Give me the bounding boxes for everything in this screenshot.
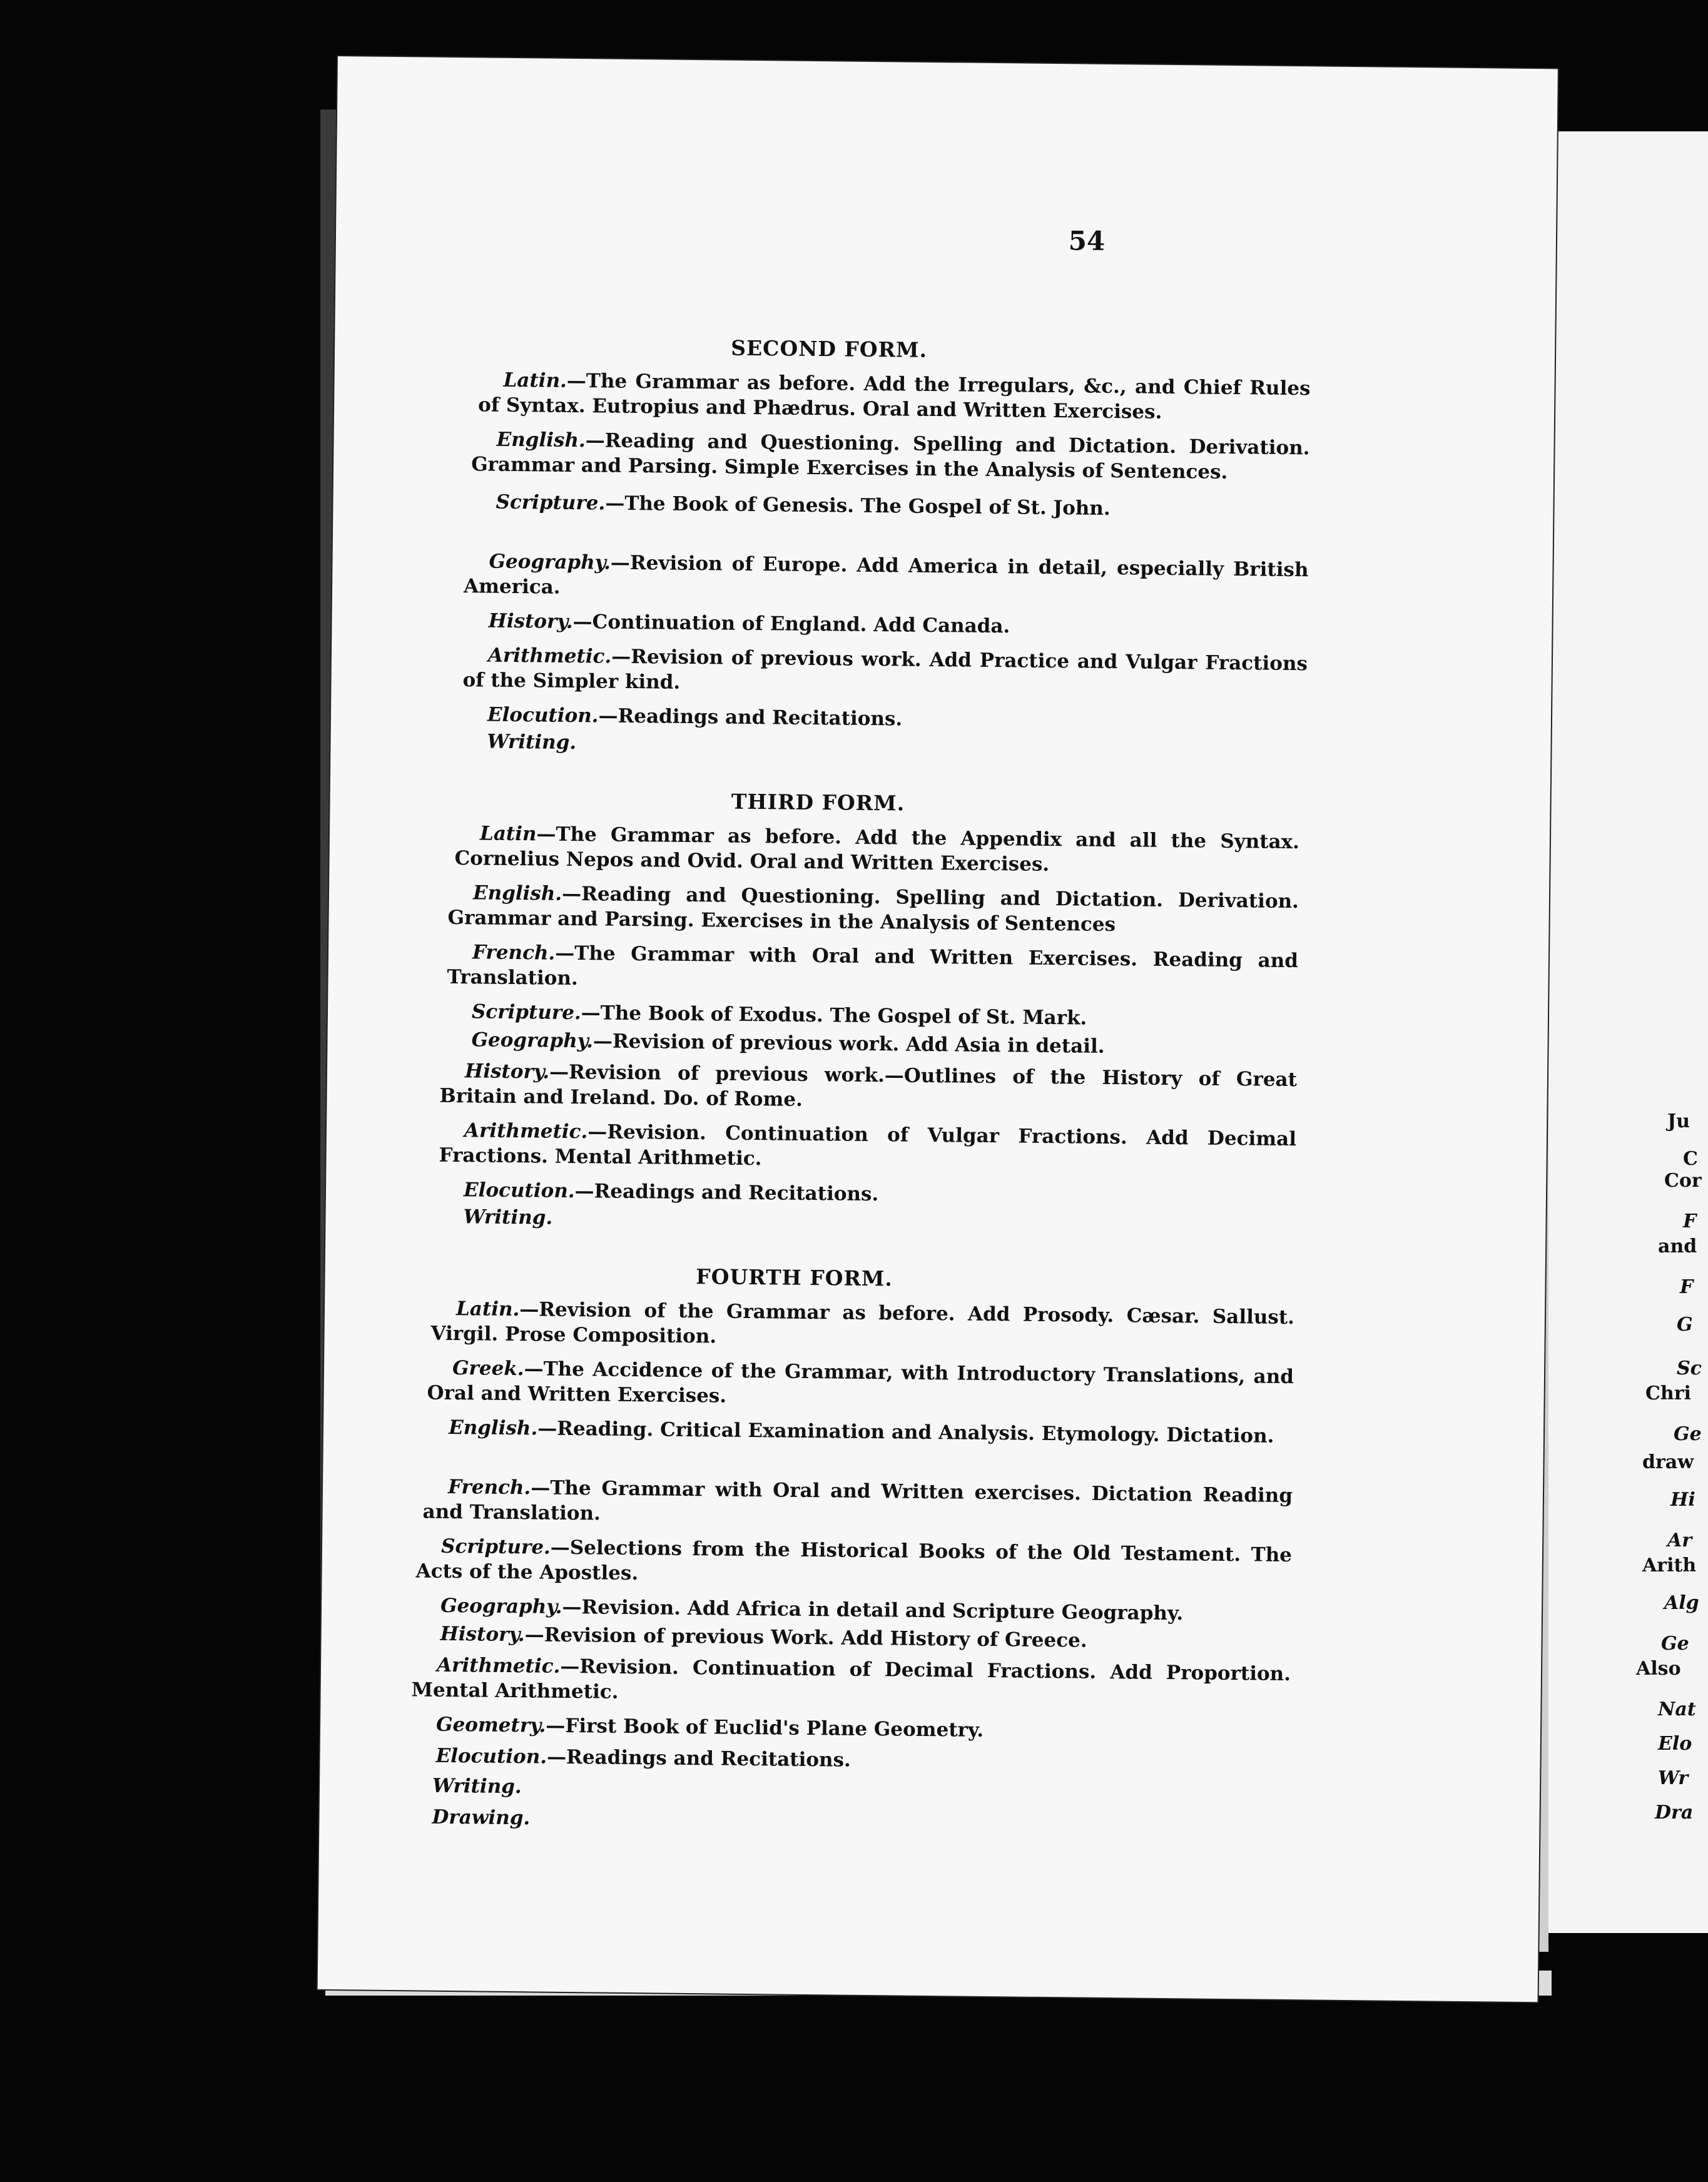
section-heading-third-form: THIRD FORM. [731,789,905,816]
section-heading-fourth-form: FOURTH FORM. [696,1264,893,1291]
entry-french: French.—The Grammar with Oral and Written exercises. Dictation Reading and Translation. [422,1475,1293,1525]
facing-fragment: Nat [1658,1698,1696,1720]
facing-fragment: Cor [1664,1170,1702,1192]
facing-fragment: Wr [1658,1767,1689,1789]
facing-fragment: Elo [1658,1733,1692,1755]
entry-latin: Latin.—Revision of the Grammar as before. Add Prosody. Cæsar. Sallust. Virgil. Prose Composition. [430,1297,1295,1348]
facing-fragment: G [1677,1314,1693,1336]
entry-geometry: Geometry.—First Book of Euclid's Plane Geometry. [435,1713,984,1742]
entry-arithmetic: Arithmetic.—Revision. Continuation of Vulgar Fractions. Add Decimal Fractions. Mental Arithmetic. [439,1119,1297,1170]
entry-writing: Writing. [487,730,577,754]
facing-fragment: Ar [1667,1530,1692,1551]
entry-french: French.—The Grammar with Oral and Written Exercises. Reading and Translation. [447,941,1299,990]
entry-scripture: Scripture.—The Book of Genesis. The Gospel of St. John. [496,490,1111,520]
entry-drawing: Drawing. [432,1805,531,1830]
entry-latin: Latin—The Grammar as before. Add the Appendix and all the Syntax. Cornelius Nepos and Ovid. Oral and Written Exercises. [454,822,1300,876]
facing-page [1545,131,1708,1933]
entry-elocution: Elocution.—Readings and Recitations. [435,1744,851,1772]
facing-fragment: Ge [1674,1423,1702,1445]
entry-arithmetic: Arithmetic.—Revision. Continuation of Decimal Fractions. Add Proportion. Mental Arithmetic. [411,1653,1291,1703]
facing-fragment: and [1658,1236,1697,1257]
facing-fragment: Dra [1655,1802,1694,1824]
facing-fragment: Also [1636,1658,1681,1680]
section-heading-second-form: SECOND FORM. [730,335,928,362]
facing-fragment: Alg [1664,1592,1699,1614]
entry-elocution: Elocution.—Readings and Recitations. [463,1179,879,1206]
entry-english: English.—Reading. Critical Examination and Analysis. Etymology. Dictation. [448,1416,1274,1448]
facing-fragment: Sc [1677,1357,1702,1379]
page-content [411,58,1320,1830]
entry-scripture: Scripture.—The Book of Exodus. The Gospel of St. Mark. [471,1000,1087,1030]
entry-scripture: Scripture.—Selections from the Historical Books of the Old Testament. The Acts of the Apostles. [415,1535,1293,1585]
facing-fragment: F [1683,1210,1697,1232]
facing-fragment: Arith [1642,1555,1697,1576]
entry-arithmetic: Arithmetic.—Revision of previous work. Add Practice and Vulgar Fractions of the Simpler kind. [462,644,1308,694]
facing-fragment: F [1680,1276,1694,1298]
scanned-page [318,56,1558,2002]
entry-geography: Geography.—Revision of previous work. Add Asia in detail. [471,1028,1105,1058]
facing-fragment: C [1683,1148,1698,1170]
entry-geography: Geography.—Revision of Europe. Add America in detail, especially British America. [463,550,1309,599]
facing-fragment: Chri [1645,1383,1691,1404]
entry-english: English.—Reading and Questioning. Spelling and Dictation. Derivation. Grammar and Parsing. Exercises in the Analysis of Sentences [447,881,1299,936]
entry-elocution: Elocution.—Readings and Recitations. [487,703,903,731]
facing-fragment: Ju [1667,1110,1690,1132]
entry-greek: Greek.—The Accidence of the Grammar, with Introductory Translations, and Oral and Written Exercises. [427,1357,1294,1408]
facing-fragment: Hi [1670,1489,1695,1511]
entry-geography: Geography.—Revision. Add Africa in detail and Scripture Geography. [440,1594,1184,1625]
entry-latin: Latin.—The Grammar as before. Add the Irregulars, &c., and Chief Rules of Syntax. Eutropius and Phædrus. Oral and Written Exercises. [477,368,1311,424]
entry-history: History.—Revision of previous work.—Outlines of the History of Great Britain and Ireland. Do. of Rome. [439,1060,1298,1111]
entry-english: English.—Reading and Questioning. Spelling and Dictation. Derivation. Grammar and Parsing. Simple Exercises in the Analysis of Sentences. [470,428,1310,484]
facing-fragment: Ge [1661,1633,1689,1655]
entry-writing: Writing. [432,1774,522,1799]
page-number: 54 [1068,225,1106,256]
entry-history: History.—Revision of previous Work. Add History of Greece. [440,1622,1087,1652]
entry-history: History.—Continuation of England. Add Canada. [488,609,1010,638]
facing-fragment: draw [1642,1451,1694,1473]
entry-writing: Writing. [463,1205,553,1229]
